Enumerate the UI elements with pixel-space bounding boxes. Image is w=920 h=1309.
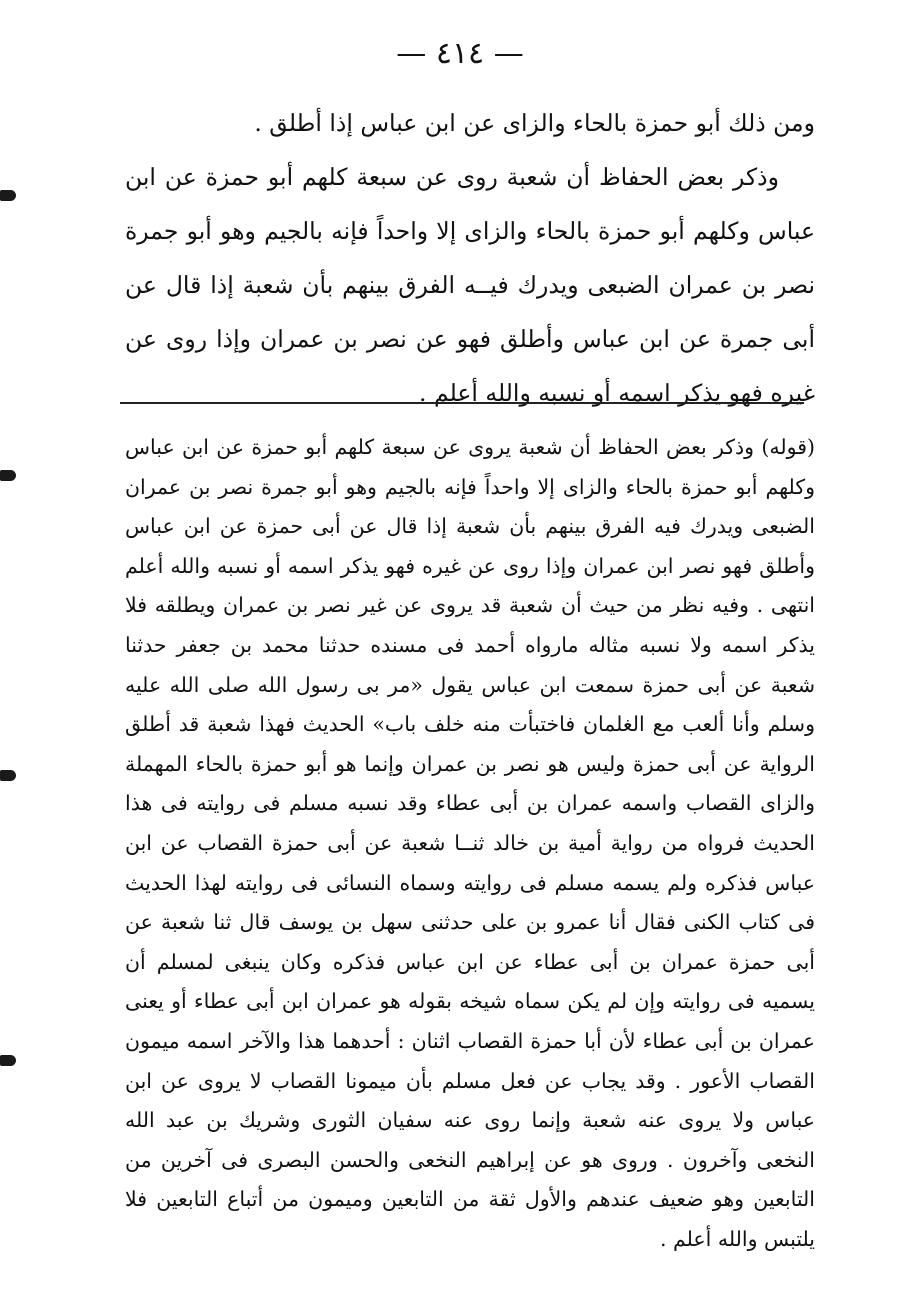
commentary-paragraph: (قوله) وذكر بعض الحفاظ أن شعبة يروى عن سبعة كلهم أبو حمزة عن ابن عباس وكلهم أبو حمزة بالحاء والزاى إلا واحداً فإنه بالجيم وهو أبو جمرة نصر بن عمران الضبعى ويدرك فيه الفرق بينهم بأن شعبة إذا قال عن أبى حمزة عن ابن عباس وأطلق فهو نصر ابن عمران وإذا روى عن غيره فهو يذكر اسمه أو نسبه والله أعلم انتهى . وفيه نظر من حيث أن شعبة قد يروى عن غير نصر بن عمران ويطلقه فلا يذكر اسمه ولا نسبه مثاله مارواه أحمد فى مسنده حدثنا محمد بن جعفر حدثنا شعبة عن أبى حمزة سمعت ابن عباس يقول «مر بى رسول الله صلى الله عليه وسلم وأنا ألعب مع الغلمان فاختبأت منه خلف باب» الحديث فهذا شعبة قد أطلق الرواية عن أبى حمزة وليس هو نصر بن عمران وإنما هو أبو حمزة بالحاء المهملة والزاى القصاب واسمه عمران بن أبى عطاء وقد نسبه مسلم فى روايته فى هذا الحديث فرواه من رواية أمية بن خالد ثنــا شعبة عن أبى حمزة القصاب عن ابن عباس فذكره ولم يسمه مسلم فى روايته وسماه النسائى فى روايته لهذا الحديث فى كتاب الكنى فقال أنا عمرو بن على حدثنى سهل بن يوسف قال ثنا شعبة عن أبى حمزة عمران بن أبى عطاء عن ابن عباس فذكره وكان ينبغى لمسلم أن يسميه فى روايته وإن لم يكن سماه شيخه بقوله هو عمران ابن أبى عطاء أو يعنى عمران بن أبى عطاء لأن أبا حمزة القصاب اثنان : أحدهما هذا والآخر اسمه ميمون القصاب الأعور . وقد يجاب عن فعل مسلم بأن ميمونا القصاب لا يروى عن ابن عباس ولا يروى عنه شعبة وإنما روى عنه سفيان الثورى وشريك بن عبد الله النخعى وآخرون . وروى هو عن إبراهيم النخعى والحسن البصرى فى آخرين من التابعين وهو ضعيف عندهم والأول ثقة من التابعين وميمون من أتباع التابعين فلا يلتبس والله أعلم . bbox=[125, 435, 815, 1251]
binding-mark bbox=[0, 770, 16, 781]
binding-mark bbox=[0, 470, 16, 481]
binding-mark bbox=[0, 190, 16, 201]
footnote-divider bbox=[120, 402, 804, 404]
main-paragraph: ومن ذلك أبو حمزة بالحاء والزاى عن ابن عباس إذا أطلق . bbox=[254, 109, 815, 137]
main-text bbox=[125, 96, 815, 420]
binding-mark bbox=[0, 1055, 16, 1066]
commentary-text bbox=[125, 428, 815, 1259]
main-paragraph: وذكر بعض الحفاظ أن شعبة روى عن سبعة كلهم أبو حمزة عن ابن عباس وكلهم أبو حمزة بالحاء والزاى إلا واحداً فإنه بالجيم وهو أبو جمرة نصر بن عمران الضبعى ويدرك فيــه الفرق بينهم بأن شعبة إذا قال عن أبى جمرة عن ابن عباس وأطلق فهو عن نصر بن عمران وإذا روى عن غيره فهو يذكر اسمه أو نسبه والله أعلم . bbox=[125, 163, 815, 407]
page-number: — ٤١٤ — bbox=[396, 36, 524, 71]
